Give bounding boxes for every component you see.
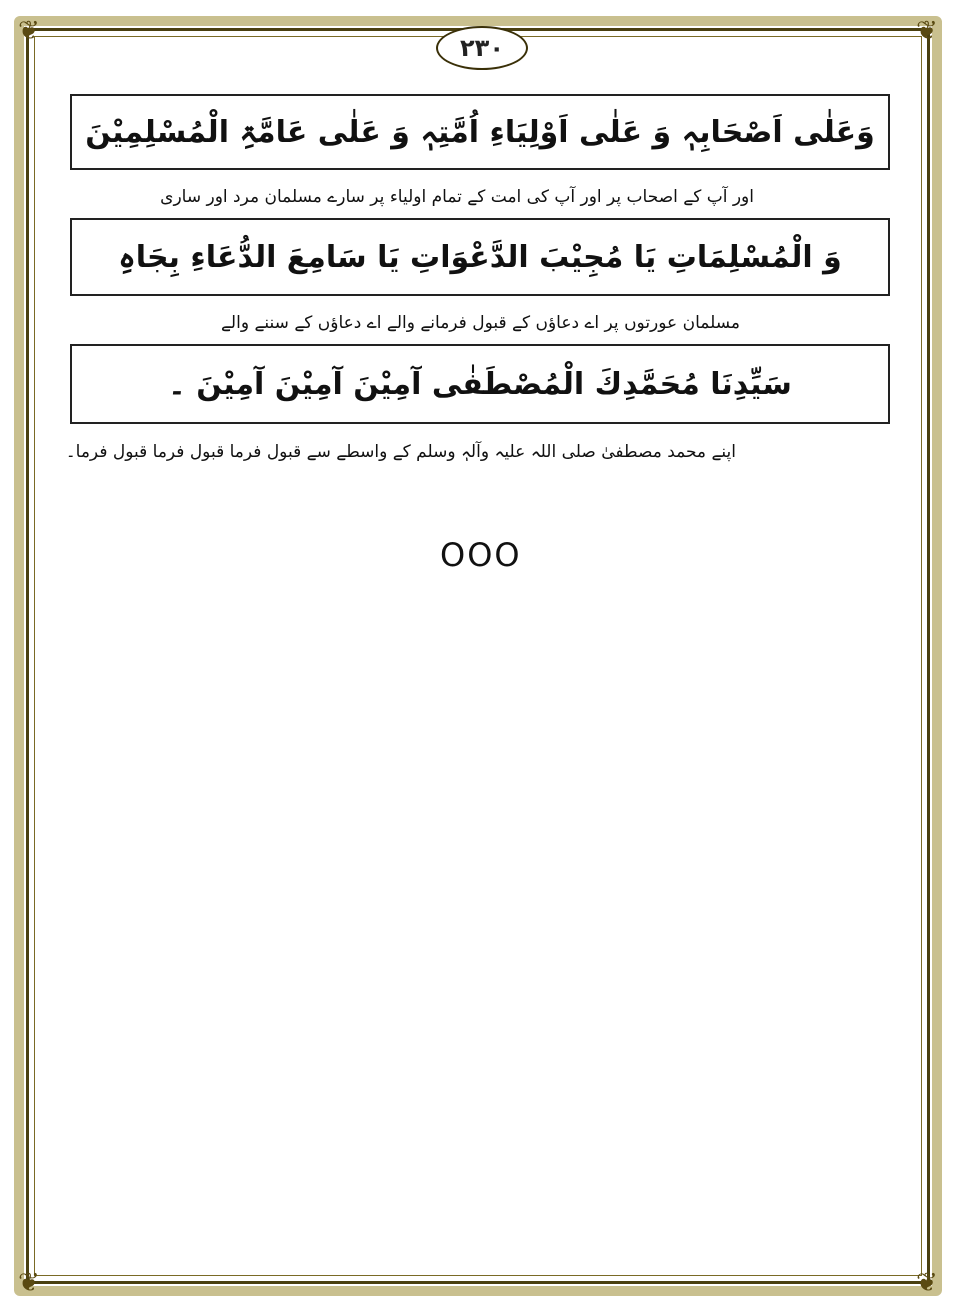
section-end-mark: OOO xyxy=(440,536,522,574)
arabic-dua-text: سَیِّدِنَا مُحَمَّدِكَ الْمُصْطَفٰی آمِیْنَ آمِیْنَ آمِیْنَ ۔ xyxy=(168,366,792,402)
arabic-dua-box xyxy=(70,218,890,296)
corner-ornament-icon: ❦ xyxy=(916,1268,938,1298)
urdu-translation: اپنے محمد مصطفیٰ صلی اللہ علیہ وآلہٖ وسلم کے واسطے سے قبول فرما قبول فرما قبول فرما۔ xyxy=(65,442,736,462)
urdu-translation: اور آپ کے اصحاب پر اور آپ کی امت کے تمام اولیاء پر سارے مسلمان مرد اور ساری xyxy=(160,187,754,207)
arabic-dua-text: وَعَلٰی اَصْحَابِہٖ وَ عَلٰی اَوْلِیَاءِ اُمَّتِہٖ وَ عَلٰی عَامَّۃِ الْمُسْلِمِیْنَ xyxy=(85,114,875,150)
corner-ornament-icon: ❦ xyxy=(916,16,938,46)
urdu-translation: مسلمان عورتوں پر اے دعاؤں کے قبول فرمانے والے اے دعاؤں کے سننے والے xyxy=(220,313,740,333)
corner-ornament-icon: ❦ xyxy=(18,16,40,46)
arabic-dua-box xyxy=(70,344,890,424)
arabic-dua-text: وَ الْمُسْلِمَاتِ یَا مُجِیْبَ الدَّعْوَاتِ یَا سَامِعَ الدُّعَاءِ بِجَاہِ xyxy=(118,239,842,275)
page-number: ۲۳۰ xyxy=(436,26,528,70)
arabic-dua-box xyxy=(70,94,890,170)
corner-ornament-icon: ❦ xyxy=(18,1268,40,1298)
